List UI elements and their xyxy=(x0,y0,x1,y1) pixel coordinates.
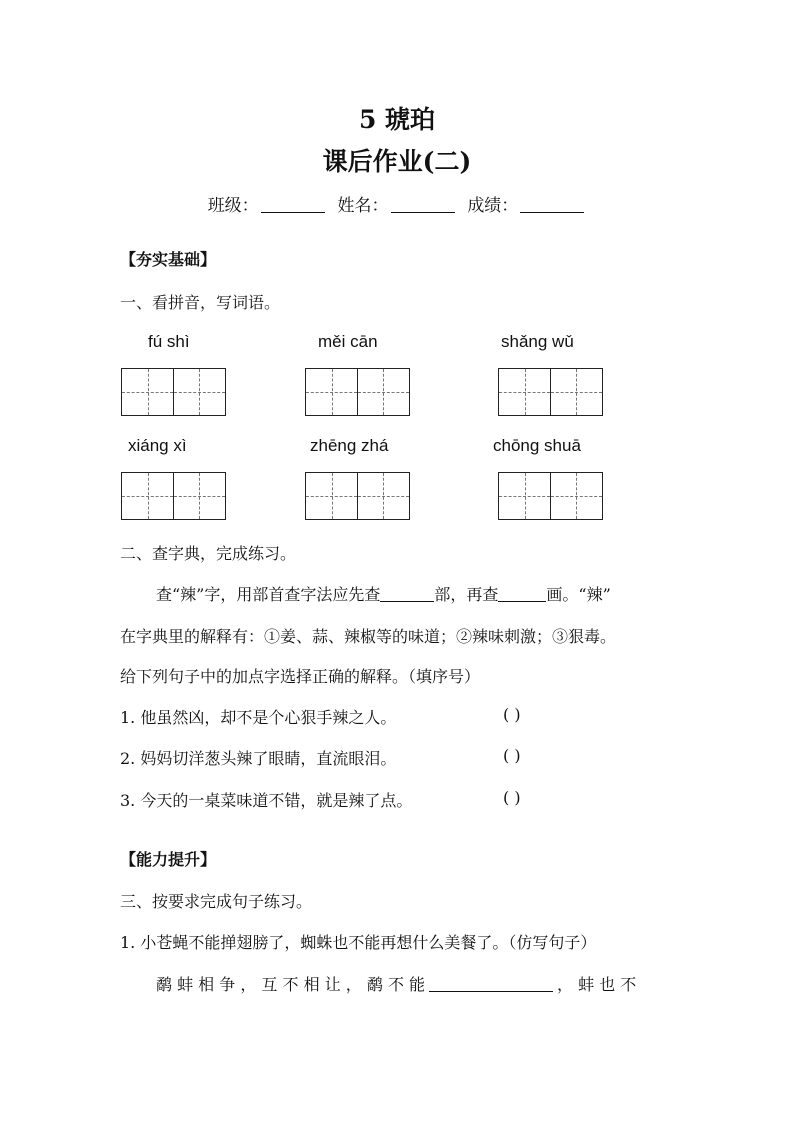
question-2-line-2: 在字典里的解释有：①姜、蒜、辣椒等的味道；②辣味刺激；③狠毒。 xyxy=(120,627,617,646)
radical-blank[interactable] xyxy=(380,586,434,602)
pinyin-1: fú shì xyxy=(148,332,190,351)
writing-cell[interactable] xyxy=(173,472,226,520)
writing-grid-4 xyxy=(121,472,226,520)
imitation-part-b: ， 蚌 也 不 xyxy=(557,975,637,994)
sentence-2: 2. 妈妈切洋葱头辣了眼睛，直流眼泪。 xyxy=(120,749,397,768)
writing-grid-1 xyxy=(121,368,226,416)
answer-paren-2[interactable]: ( ) xyxy=(503,746,521,765)
section-heading-basics: 【夯实基础】 xyxy=(120,250,217,269)
writing-cell[interactable] xyxy=(498,472,551,520)
writing-cell[interactable] xyxy=(357,472,410,520)
question-3-item-1-answer-line xyxy=(156,972,636,995)
lesson-title: 5 琥珀 xyxy=(358,105,436,134)
writing-grid-3 xyxy=(498,368,603,416)
question-3-prompt: 三、按要求完成句子练习。 xyxy=(120,892,313,911)
class-blank[interactable] xyxy=(261,196,325,213)
section-heading-improvement: 【能力提升】 xyxy=(120,850,217,869)
line1-part-b: 部，再查 xyxy=(434,585,499,604)
answer-paren-3[interactable]: ( ) xyxy=(503,788,521,807)
sentence-1: 1. 他虽然凶，却不是个心狠手辣之人。 xyxy=(120,708,397,727)
pinyin-5: zhēng zhá xyxy=(310,436,389,455)
question-3-item-1: 1. 小苍蝇不能掸翅膀了，蜘蛛也不能再想什么美餐了。（仿写句子） xyxy=(120,933,597,952)
writing-grid-5 xyxy=(305,472,410,520)
writing-cell[interactable] xyxy=(357,368,410,416)
worksheet-subtitle: 课后作业(二) xyxy=(322,147,472,176)
pinyin-3: shǎng wǔ xyxy=(501,332,574,351)
writing-cell[interactable] xyxy=(121,472,174,520)
pinyin-2: měi cān xyxy=(318,332,378,351)
writing-grid-2 xyxy=(305,368,410,416)
writing-cell[interactable] xyxy=(121,368,174,416)
name-blank[interactable] xyxy=(391,196,455,213)
pinyin-4: xiáng xì xyxy=(128,436,187,455)
sentence-3: 3. 今天的一桌菜味道不错，就是辣了点。 xyxy=(120,791,413,810)
score-blank[interactable] xyxy=(520,196,584,213)
question-2-prompt: 二、查字典，完成练习。 xyxy=(120,544,297,563)
pinyin-6: chōng shuā xyxy=(493,436,581,455)
question-2-line-1 xyxy=(156,582,611,605)
student-info-row xyxy=(0,191,794,216)
score-label: 成绩： xyxy=(467,196,519,216)
question-1-prompt: 一、看拼音，写词语。 xyxy=(120,293,281,312)
writing-cell[interactable] xyxy=(173,368,226,416)
writing-cell[interactable] xyxy=(305,472,358,520)
answer-paren-1[interactable]: ( ) xyxy=(503,705,521,724)
name-label: 姓名： xyxy=(337,196,389,216)
line1-part-a: 查“辣”字，用部首查字法应先查 xyxy=(156,585,381,604)
line1-part-c: 画。“辣” xyxy=(546,585,611,604)
question-2-line-3: 给下列句子中的加点字选择正确的解释。（填序号） xyxy=(120,667,481,686)
writing-cell[interactable] xyxy=(305,368,358,416)
writing-cell[interactable] xyxy=(498,368,551,416)
imitation-part-a: 鹬 蚌 相 争 ， 互 不 相 让 ， 鹬 不 能 xyxy=(156,975,426,994)
writing-grid-6 xyxy=(498,472,603,520)
writing-cell[interactable] xyxy=(550,368,603,416)
class-label: 班级： xyxy=(207,196,259,216)
writing-cell[interactable] xyxy=(550,472,603,520)
imitation-blank[interactable] xyxy=(429,976,553,992)
stroke-count-blank[interactable] xyxy=(498,586,546,602)
